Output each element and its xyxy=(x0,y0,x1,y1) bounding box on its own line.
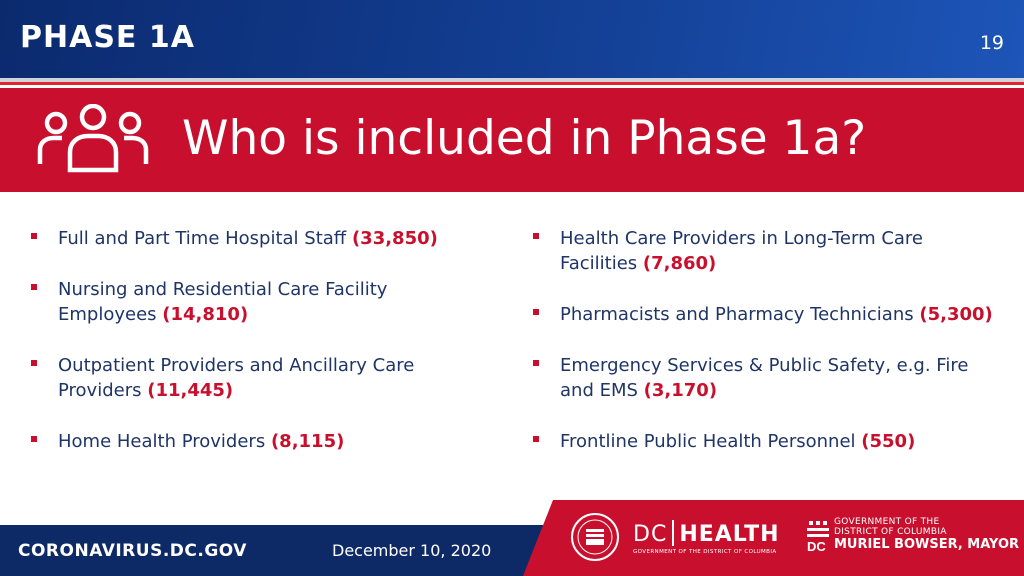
list-item xyxy=(30,226,480,251)
item-label: Pharmacists and Pharmacy Technicians xyxy=(560,304,914,325)
mayor-name: MURIEL BOWSER, MAYOR xyxy=(834,537,1020,552)
page-title: Who is included in Phase 1a? xyxy=(182,111,867,166)
item-label: Home Health Providers xyxy=(58,431,266,452)
item-count: (11,445) xyxy=(147,380,234,401)
dc-health-dc: DC xyxy=(633,522,668,547)
list-item xyxy=(532,429,1002,454)
list-item xyxy=(532,302,1002,327)
bullet-marker xyxy=(31,360,37,366)
item-count: (8,115) xyxy=(270,431,345,452)
item-label: Frontline Public Health Personnel xyxy=(560,431,856,452)
item-label: Emergency Services & Public Safety, e.g. Fire and EMS xyxy=(560,355,969,401)
gov-line-2: DISTRICT OF COLUMBIA xyxy=(834,527,947,537)
list-item xyxy=(30,277,480,327)
dc-health-subtitle: GOVERNMENT OF THE DISTRICT OF COLUMBIA xyxy=(633,549,777,555)
list-item xyxy=(30,353,480,403)
item-label: Full and Part Time Hospital Staff xyxy=(58,228,347,249)
list-item xyxy=(532,226,1002,276)
phase-label: PHASE 1A xyxy=(20,20,195,55)
svg-text:DC: DC xyxy=(807,539,826,553)
item-label: Outpatient Providers and Ancillary Care Providers xyxy=(58,355,415,401)
right-column-list xyxy=(532,226,1002,480)
gov-line-1: GOVERNMENT OF THE xyxy=(834,517,940,527)
presentation-date: December 10, 2020 xyxy=(332,541,492,560)
list-item xyxy=(532,353,1002,403)
bullet-marker xyxy=(31,284,37,290)
slide-number: 19 xyxy=(979,32,1004,54)
dc-health-logo xyxy=(633,520,780,555)
dc-seal-icon xyxy=(570,512,620,562)
bullet-marker xyxy=(31,436,37,442)
item-count: (550) xyxy=(861,431,916,452)
dc-health-health: HEALTH xyxy=(679,522,780,547)
dc-flag-icon xyxy=(806,519,830,553)
item-count: (3,170) xyxy=(643,380,718,401)
bullet-marker xyxy=(31,233,37,239)
people-group-icon xyxy=(36,104,150,174)
bullet-marker xyxy=(533,436,539,442)
left-column-list xyxy=(30,226,480,480)
list-item xyxy=(30,429,480,454)
item-count: (5,300) xyxy=(919,304,993,325)
item-count: (33,850) xyxy=(351,228,438,249)
logo-divider xyxy=(672,520,674,546)
title-banner xyxy=(0,88,1024,192)
item-label: Health Care Providers in Long-Term Care Facilities xyxy=(560,228,923,274)
bullet-marker xyxy=(533,360,539,366)
item-count: (7,860) xyxy=(642,253,717,274)
bullet-marker xyxy=(533,233,539,239)
item-label: Nursing and Residential Care Facility Employees xyxy=(58,279,388,325)
website-link[interactable]: CORONAVIRUS.DC.GOV xyxy=(18,541,247,561)
bullet-marker xyxy=(533,309,539,315)
item-count: (14,810) xyxy=(162,304,249,325)
